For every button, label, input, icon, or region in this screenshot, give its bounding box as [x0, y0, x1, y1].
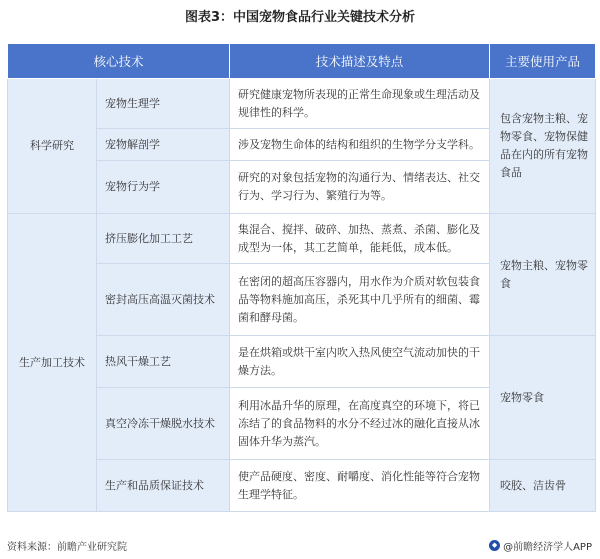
tech-table [7, 43, 596, 512]
tech-description: 是在烘箱或烘干室内吹入热风使空气流动加快的干燥方法。 [230, 336, 490, 388]
tech-name: 真空冷冻干燥脱水技术 [97, 388, 230, 460]
table-row [8, 336, 596, 388]
product-cell: 咬胶、洁齿骨 [490, 460, 596, 512]
tech-description: 集混合、搅拌、破碎、加热、蒸煮、杀菌、膨化及成型为一体，其工艺简单，能耗低，成本低。 [230, 214, 490, 264]
product-cell: 包含宠物主粮、宠物零食、宠物保健品在内的所有宠物食品 [490, 79, 596, 214]
brand-credit [489, 538, 592, 553]
product-cell: 宠物主粮、宠物零食 [490, 214, 596, 336]
tech-description: 在密闭的超高压容器内，用水作为介质对软包装食品等物料施加高压，杀死其中几乎所有的细菌、霉菌和酵母菌。 [230, 264, 490, 336]
category-science: 科学研究 [8, 79, 97, 214]
tech-name: 生产和品质保证技术 [97, 460, 230, 512]
table-header-row [8, 44, 596, 79]
header-core-tech: 核心技术 [8, 44, 230, 79]
header-description: 技术描述及特点 [230, 44, 490, 79]
table-row [8, 79, 596, 129]
header-products: 主要使用产品 [490, 44, 596, 79]
category-production: 生产加工技术 [8, 214, 97, 512]
tech-description: 研究健康宠物所表现的正常生命现象或生理活动及规律性的科学。 [230, 79, 490, 129]
tech-description: 利用冰晶升华的原理，在高度真空的环境下，将已冻结了的食品物料的水分不经过冰的融化直接从冰固体升华为蒸汽。 [230, 388, 490, 460]
source-note: 资料来源：前瞻产业研究院 [7, 542, 127, 553]
tech-name: 宠物生理学 [97, 79, 230, 129]
table-row [8, 460, 596, 512]
product-cell: 宠物零食 [490, 336, 596, 460]
table-row [8, 214, 596, 264]
tech-description: 涉及宠物生命体的结构和组织的生物学分支学科。 [230, 129, 490, 161]
chart-title: 图表3：中国宠物食品行业关键技术分析 [184, 10, 416, 25]
tech-name: 宠物行为学 [97, 161, 230, 214]
tech-description: 研究的对象包括宠物的沟通行为、情绪表达、社交行为、学习行为、繁殖行为等。 [230, 161, 490, 214]
tech-name: 挤压膨化加工工艺 [97, 214, 230, 264]
brand-text: @前瞻经济学人APP [503, 542, 592, 553]
tech-name: 宠物解剖学 [97, 129, 230, 161]
tech-name: 热风干燥工艺 [97, 336, 230, 388]
brand-logo-icon: ◆ [489, 540, 500, 551]
tech-description: 使产品硬度、密度、耐嚼度、消化性能等符合宠物生理学特征。 [230, 460, 490, 512]
tech-name: 密封高压高温灭菌技术 [97, 264, 230, 336]
